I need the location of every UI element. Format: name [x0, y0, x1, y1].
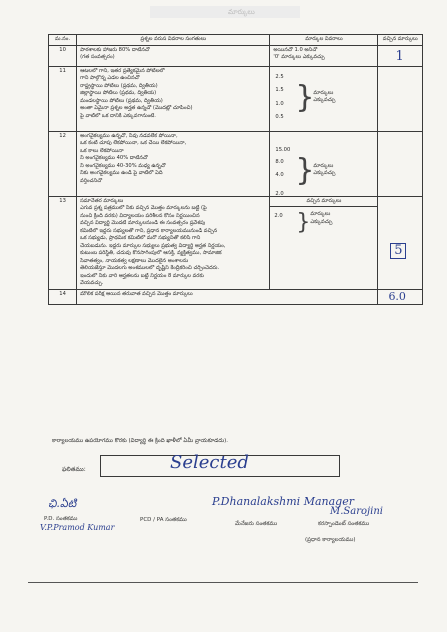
eval-value: 4.0 — [275, 171, 284, 178]
row-line: తెలియజేస్తూ మొదలగు అంశములలో దృష్టిని కేంద్రీకరించి చర్చించెదరు. — [80, 265, 220, 272]
row-line: పై వాటిలో ఒక దానికి ఎక్కువగానుంటే. — [80, 112, 156, 119]
manager-signature-sub: (ప్రధాన కార్యాలయము) — [305, 537, 356, 543]
row-line: పాఠశాలకు హాజరు 80% దాటినచో — [80, 46, 150, 53]
brace-icon: } — [296, 210, 311, 236]
row-line: వర్తించనిచో — [80, 177, 103, 184]
office-use-note: కార్యాలయము ఉపయోగము కొరకు (విద్యార్థి ఈ క్రింది ఖాళీలో ఏమీ వ్రాయకూడదు). — [52, 438, 229, 444]
pcd-signature-label: PCD / PA సంతకము — [140, 517, 187, 523]
marks-table — [48, 34, 423, 305]
row-eval — [270, 196, 378, 289]
row-line: ఒక సభ్యుడు, ప్రాథమిక కమిటీలో మరో సభ్యునితో కలిసి గాని — [80, 235, 201, 242]
handwritten-total: 6.0 — [388, 289, 406, 303]
handwritten-mark: 5 — [390, 243, 406, 259]
eval-tail: మార్కులు ఎక్కువచ్చు — [313, 89, 336, 104]
table-header-row — [49, 35, 423, 46]
col-header-eval: మార్కుల వివరాలు — [270, 35, 378, 46]
page-header-title: మార్కులు — [228, 8, 255, 16]
po-signature-scribble: ఛి.ఏటి — [48, 497, 77, 510]
row-line: మౌలిక పరీక్ష ఆయిన తరువాత వచ్చిన మొత్తం మార్కులు — [80, 290, 193, 297]
row-marks — [378, 45, 423, 66]
table-row — [49, 196, 423, 289]
eval-value: 2.5 — [275, 73, 284, 80]
table-row — [49, 66, 423, 131]
row-line: ఒక కంటి చూపు లేకపోయినా, ఒక చేయి లేకపోయినా, — [80, 140, 187, 147]
table-row — [49, 45, 423, 66]
row-line: ఒక కాలు లేకపోయినా — [80, 147, 124, 154]
row-line: సమానేతర మార్కులు — [80, 197, 124, 204]
manager-signature-label: మేనేజరు సంతకము — [235, 521, 278, 527]
table-row — [49, 289, 423, 304]
row-line: నీకు అంగవైకల్యము ఉండి పై వాటిలో ఏది — [80, 170, 163, 177]
po-handwritten-name: V.P.Pramod Kumar — [40, 523, 115, 532]
row-line: చేయబడును. ఇద్దరు మార్కుల సభ్యులు ప్రభుత్వ విద్యార్థి అర్హత నిర్ణయం, — [80, 242, 226, 249]
eval-value: 2.0 — [274, 213, 283, 220]
row-number: 10 — [49, 45, 77, 66]
row-line: జిల్లాస్థాయి పోటీలు (ప్రథమ, ద్వితీయ) — [80, 90, 157, 97]
row-line: వేయవచ్చు. — [80, 280, 104, 287]
row-text — [77, 45, 270, 66]
row-line: అంగవైకల్యము ఉన్నచో, నీవు నడవలేక పోయినా, — [80, 132, 178, 139]
eval-value: 0.5 — [275, 114, 284, 121]
eval-line: '0' మార్కులు ఎక్కువచ్చు — [273, 54, 325, 61]
row-line: సేవాతత్వం, నాయకత్వ లక్షణాలు మొదలైన అంశాలను — [80, 257, 189, 264]
page-bottom-rule — [28, 582, 418, 583]
col-header-rule: ప్రశ్నల వరుస వివరాల సంగతులు — [77, 35, 270, 46]
row-line: నీ అంగవైకల్యము 40% దాటినచో — [80, 155, 148, 162]
row-text — [77, 131, 270, 196]
eval-tail: మార్కులు ఎక్కువచ్చు — [310, 211, 333, 225]
row-number: 13 — [49, 196, 77, 289]
row-line: రాష్ట్రస్థాయి పోటీలు (ప్రథమ, ద్వితీయ) — [80, 82, 158, 89]
col-header-no: మ.నం. — [49, 35, 77, 46]
manager-handwritten-name: P.Dhanalakshmi Manager — [212, 495, 354, 508]
correspondent-signature-label: కరస్పాండెంట్ సంతకము — [318, 521, 370, 527]
result-value: Selected — [170, 452, 249, 473]
row-line: వచ్చిన విద్యార్థి మొదటి మార్కులనుండి ఈ సంవత్సరం ప్రవేశపు — [80, 220, 206, 227]
brace-icon: } — [295, 152, 315, 188]
row-marks — [378, 289, 423, 304]
row-text — [77, 289, 378, 304]
row-line: ఎగువ ప్రశ్న పత్రములో నీకు వచ్చిన మొత్తం మార్కులను బట్టి (పై — [80, 205, 207, 212]
row-marks — [378, 196, 423, 289]
top-header-band — [150, 6, 300, 18]
col-header-marks: వచ్చిన మార్కులు — [378, 35, 423, 46]
correspondent-handwritten-name: M.Sarojini — [330, 506, 383, 517]
row-line: కమిటీలో ఇద్దరు సభ్యులతో గాని, ప్రధాన కార్యాలయమునుండి వచ్చిన — [80, 227, 218, 234]
eval-value: 1.0 — [275, 100, 284, 107]
row-number: 14 — [49, 289, 77, 304]
row-number: 11 — [49, 66, 77, 131]
row-line: ఇందులో నీకు వారి ఆర్హతలను బట్టి నిర్ణయం 8 మార్కుల వరకు — [80, 272, 204, 279]
row-line: గాని పాల్గొన్న ఎడల ఉంచినచో — [80, 75, 140, 82]
result-label: ఫలితము: — [62, 466, 86, 473]
eval-value: 2.0 — [275, 191, 284, 198]
row-line: కుటుంబ పరిస్థితి, చదువు కొనసాగింపులో ఆసక్తి, వ్యక్తిత్వము, సామాజిక — [80, 250, 222, 257]
row-eval — [270, 45, 378, 66]
brace-icon: } — [295, 79, 315, 115]
row-line: (గత సంవత్సరం) — [80, 54, 115, 61]
po-signature-label: P.D. సంతకము — [44, 516, 78, 522]
eval-tail: మార్కులు ఎక్కువచ్చు — [313, 162, 336, 177]
eval-subheader: వచ్చిన మార్కులు — [270, 197, 377, 208]
row-marks — [378, 66, 423, 131]
eval-value: 15.00 — [275, 146, 291, 153]
handwritten-mark: 1 — [395, 48, 404, 64]
row-number: 12 — [49, 131, 77, 196]
row-line: నుంచి క్రింది వరకు) విద్యాలయం పరిశీలన కోసం నిర్ణయించిన — [80, 212, 200, 219]
row-eval — [270, 66, 378, 131]
eval-value: 8.0 — [275, 159, 284, 166]
row-line: నీ అంగవైకల్యము 40-30% మధ్య ఉన్నచో — [80, 162, 166, 169]
row-line: మండలస్థాయి పోటీలు (ప్రథమ, ద్వితీయ) — [80, 97, 163, 104]
row-marks — [378, 131, 423, 196]
row-text — [77, 196, 270, 289]
row-eval — [270, 131, 378, 196]
eval-value: 1.5 — [275, 87, 284, 94]
row-line: ఆటలలో గాని, ఇతర ప్రత్యేకమైన పోటీలలో — [80, 67, 165, 74]
row-line: అంతా ఏమైనా ప్రశ్నల అర్హత ఉన్నచో (మొదట్లో చూపించి) — [80, 105, 193, 112]
table-row — [49, 131, 423, 196]
row-text — [77, 66, 270, 131]
eval-line: అయినచో 1.0 అనిచో — [273, 46, 318, 53]
